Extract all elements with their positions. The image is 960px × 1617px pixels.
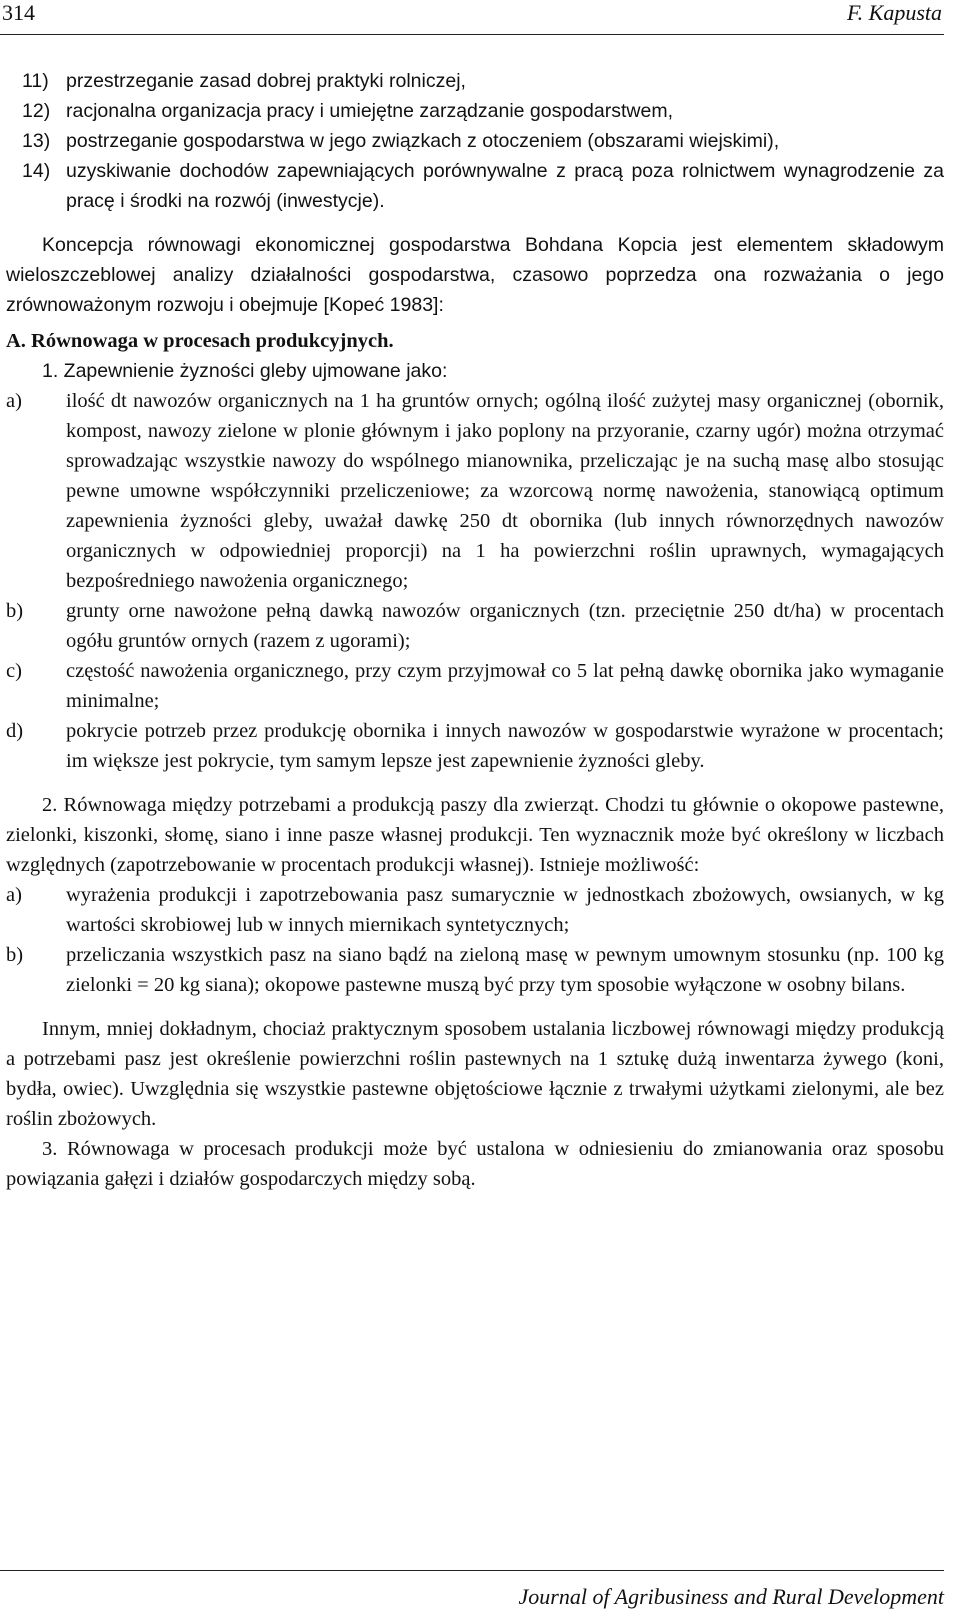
lettered-item-label: a)	[6, 884, 22, 906]
list-item-text: postrzeganie gospodarstwa w jego związkach z otoczeniem (obszarami wiejskimi),	[66, 130, 780, 152]
lettered-item	[6, 596, 944, 656]
point-1-intro: 1. Zapewnienie żyzności gleby ujmowane jako:	[42, 360, 448, 382]
list-item-number: 12)	[22, 100, 51, 122]
lettered-item-text: przeliczania wszystkich pasz na siano bądź na zieloną masę w pewnym umownym stosunku (np. 100 kg zielonki = 20 kg siana); okopowe pastewne muszą być przy tym sposobie wyłączone w osobny bilans.	[66, 944, 944, 996]
lettered-item-text: częstość nawożenia organicznego, przy czym przyjmował co 5 lat pełną dawkę obornika jako wymaganie minimalne;	[66, 660, 944, 712]
journal-footer: Journal of Agribusiness and Rural Development	[518, 1584, 944, 1609]
lettered-item	[6, 940, 944, 1000]
lettered-item-text: grunty orne nawożone pełną dawką nawozów organicznych (tzn. przeciętnie 250 dt/ha) w procentach ogółu gruntów ornych (razem z ugorami);	[66, 600, 944, 652]
list-item-text: uzyskiwanie dochodów zapewniających porównywalne z pracą poza rolnictwem wynagrodzenie za pracę i środki na rozwój (inwestycje).	[66, 160, 944, 212]
list-item	[6, 96, 944, 126]
lettered-item-label: b)	[6, 600, 24, 622]
intro-paragraph: Koncepcja równowagi ekonomicznej gospodarstwa Bohdana Kopcia jest elementem składowym wieloszczeblowej analizy działalności gospodarstwa, czasowo poprzedza ona rozważania o jego zrównoważonym rozwoju i obejmuje [Kopeć 1983]:	[6, 234, 944, 316]
lettered-item-label: c)	[6, 660, 22, 682]
lettered-item-text: pokrycie potrzeb przez produkcję obornika i innych nawozów w gospodarstwie wyrażone w procentach; im większe jest pokrycie, tym samym lepsze jest zapewnienie żyzności gleby.	[66, 720, 944, 772]
list-item-text: przestrzeganie zasad dobrej praktyki rolniczej,	[66, 70, 466, 92]
list-item-number: 14)	[22, 160, 51, 182]
point-3-paragraph: 3. Równowaga w procesach produkcji może być ustalona w odniesieniu do zmianowania oraz sposobu powiązania gałęzi i działów gospodarczych między sobą.	[6, 1138, 944, 1190]
list-item	[6, 156, 944, 216]
point-2-paragraph: 2. Równowaga między potrzebami a produkcją paszy dla zwierząt. Chodzi tu głównie o okopowe pastewne, zielonki, kiszonki, słomę, siano i inne pasze własnej produkcji. Ten wyznacznik może być określony w liczbach względnych (zapotrzebowanie w procentach produkcji własnej). Istnieje możliwość:	[6, 794, 944, 876]
footer-divider	[0, 1570, 944, 1571]
lettered-item-text: ilość dt nawozów organicznych na 1 ha gruntów ornych; ogólną ilość zużytej masy organicznej (obornik, kompost, nawozy zielone w plonie głównym i jako poplony na przyoranie, czarny ugór) można otrzymać sprowadzając wszystkie nawozy do wspólnego mianownika, przeliczając je na suchą masę albo stosując pewne umowne współczynniki przeliczeniowe; za wzorcową normę nawożenia, stanowiącą optimum zapewnienia żyzności gleby, uważał dawkę 250 dt obornika (lub innych równorzędnych nawozów organicznych w odpowiedniej proporcji) na 1 ha powierzchni roślin uprawnych, wymagających bezpośredniego nawożenia organicznego;	[66, 390, 944, 592]
list-item-number: 13)	[22, 130, 51, 152]
other-method-paragraph: Innym, mniej dokładnym, chociaż praktycznym sposobem ustalania liczbowej równowagi między produkcją a potrzebami pasz jest określenie powierzchni roślin pastewnych na 1 sztukę dużą inwentarza żywego (koni, bydła, owiec). Uwzględnia się wszystkie pastewne objętościowe łącznie z trwałymi użytkami zielonymi, ale bez roślin zbożowych.	[6, 1018, 944, 1130]
lettered-item-label: d)	[6, 720, 24, 742]
lettered-item	[6, 880, 944, 940]
list-item-text: racjonalna organizacja pracy i umiejętne zarządzanie gospodarstwem,	[66, 100, 673, 122]
lettered-item-text: wyrażenia produkcji i zapotrzebowania pasz sumarycznie w jednostkach zbożowych, owsianych, w kg wartości skrobiowej lub w innych miernikach syntetycznych;	[66, 884, 944, 936]
running-header	[0, 0, 944, 35]
lettered-item	[6, 716, 944, 776]
page-number: 314	[2, 0, 35, 25]
list-item	[6, 66, 944, 96]
lettered-item	[6, 656, 944, 716]
list-item-number: 11)	[22, 70, 49, 92]
running-author: F. Kapusta	[847, 0, 942, 25]
list-item	[6, 126, 944, 156]
lettered-item	[6, 386, 944, 596]
section-heading: A. Równowaga w procesach produkcyjnych.	[6, 330, 394, 352]
page-body	[6, 66, 944, 1194]
lettered-item-label: a)	[6, 390, 22, 412]
lettered-item-label: b)	[6, 944, 24, 966]
